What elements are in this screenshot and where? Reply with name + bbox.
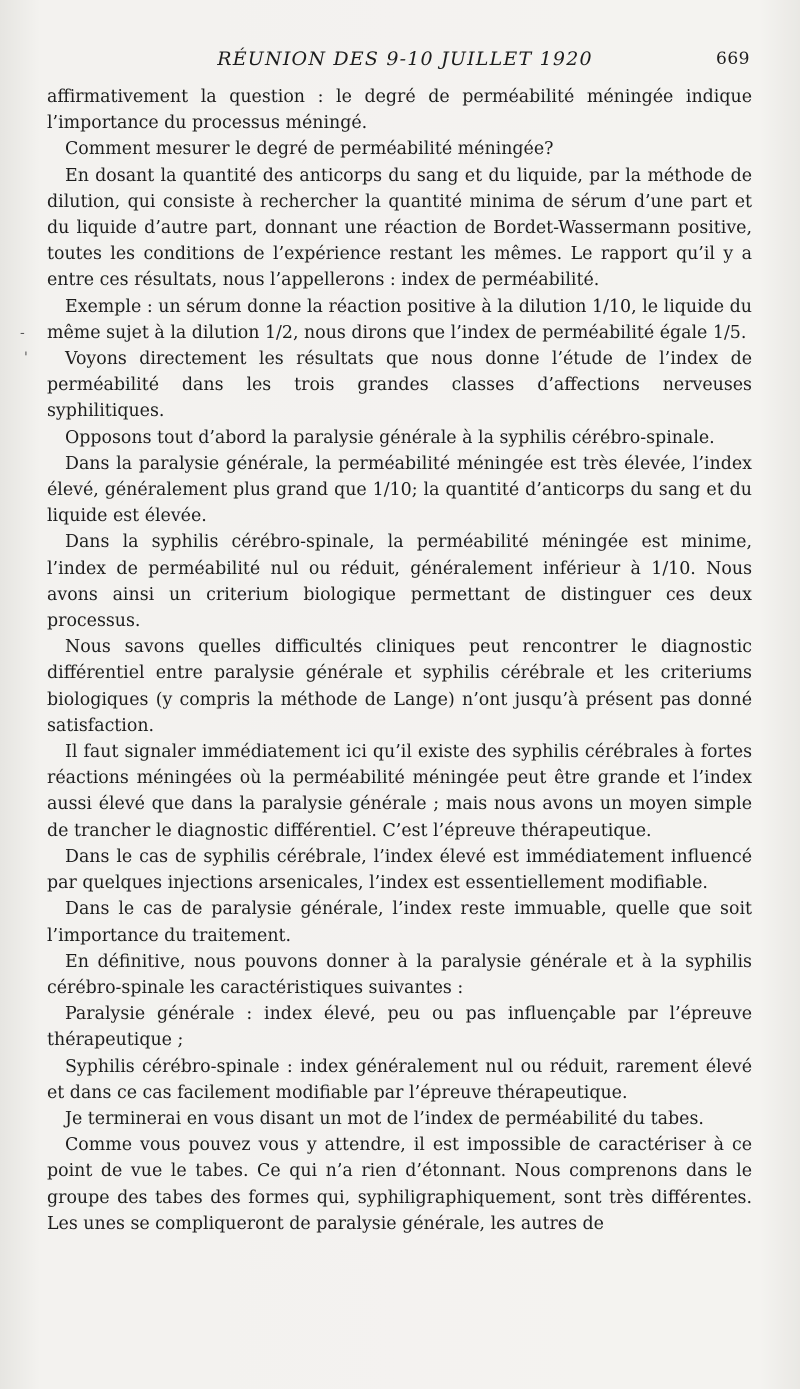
paragraph: Comme vous pouvez vous y attendre, il est impossible de caractériser à ce point de vue le tabes. Ce qui n’a rien d’étonnant. Nous comprenons dans le groupe des tabes des formes qui, syphiligraphiquement, sont très différentes. Les unes se compliqueront de paralysie générale, les autres de xyxy=(47,1135,752,1234)
paragraph: En définitive, nous pouvons donner à la paralysie générale et à la syphilis cérébro-spinale les caractéristiques suivantes : xyxy=(47,951,752,998)
paragraph: affirmativement la question : le degré de perméabilité méningée indique l’importance du processus méningé. xyxy=(47,87,752,134)
paragraph: Dans la paralysie générale, la perméabilité méningée est très élevée, l’index élevé, généralement plus grand que 1/10; la quantité d’anticorps du sang et du liquide est élevée. xyxy=(47,453,752,527)
page-header xyxy=(60,44,750,74)
paragraph: Opposons tout d’abord la paralysie générale à la syphilis cérébro-spinale. xyxy=(65,427,715,448)
margin-tick-mark: - xyxy=(20,325,25,341)
paragraph: Dans la syphilis cérébro-spinale, la perméabilité méningée est minime, l’index de perméabilité nul ou réduit, généralement inférieur à 1/10. Nous avons ainsi un criterium biologique permettant de distinguer ces deux processus. xyxy=(47,532,752,632)
paragraph: Je terminerai en vous disant un mot de l’index de perméabilité du tabes. xyxy=(65,1108,704,1129)
paragraph: Voyons directement les résultats que nous donne l’étude de l’index de perméabilité dans les trois grandes classes d’affections nerveuses syphilitiques. xyxy=(47,349,752,422)
paragraph: Il faut signaler immédiatement ici qu’il existe des syphilis cérébrales à fortes réactions méningées où la perméabilité méningée peut être grande et l’index aussi élevé que dans la paralysie générale ; mais nous avons un moyen simple de trancher le diagnostic différentiel. C’est l’épreuve thérapeutique. xyxy=(47,742,752,841)
body-text xyxy=(47,84,752,1237)
page-number: 669 xyxy=(716,49,750,69)
paragraph: Dans le cas de paralysie générale, l’index reste immuable, quelle que soit l’importance du traitement. xyxy=(47,899,752,946)
paragraph: En dosant la quantité des anticorps du sang et du liquide, par la méthode de dilution, qui consiste à rechercher la quantité minima de sérum d’une part et du liquide d’autre part, donnant une réaction de Bordet-Wassermann positive, toutes les conditions de l’expérience restant les mêmes. Le rapport qu’il y a entre ces résultats, nous l’appellerons : index de perméabilité. xyxy=(47,165,752,291)
paragraph: Exemple : un sérum donne la réaction positive à la dilution 1/10, le liquide du même sujet à la dilution 1/2, nous dirons que l’index de perméabilité égale 1/5. xyxy=(47,296,752,343)
paragraph: Nous savons quelles difficultés cliniques peut rencontrer le diagnostic différentiel entre paralysie générale et syphilis cérébrale et les criteriums biologiques (y compris la méthode de Lange) n’ont jusqu’à présent pas donné satisfaction. xyxy=(47,637,752,736)
paragraph: Comment mesurer le degré de perméabilité méningée? xyxy=(65,139,554,160)
running-head: RÉUNION DES 9-10 JUILLET 1920 xyxy=(217,48,593,70)
paragraph: Syphilis cérébro-spinale : index généralement nul ou réduit, rarement élevé et dans ce cas facilement modifiable par l’épreuve thérapeutique. xyxy=(47,1056,752,1103)
paragraph: Paralysie générale : index élevé, peu ou pas influençable par l’épreuve thérapeutique ; xyxy=(47,1004,752,1051)
paragraph: Dans le cas de syphilis cérébrale, l’index élevé est immédiatement influencé par quelques injections arsenicales, l’index est essentiellement modifiable. xyxy=(47,846,752,894)
margin-tick-mark: ' xyxy=(24,350,28,366)
